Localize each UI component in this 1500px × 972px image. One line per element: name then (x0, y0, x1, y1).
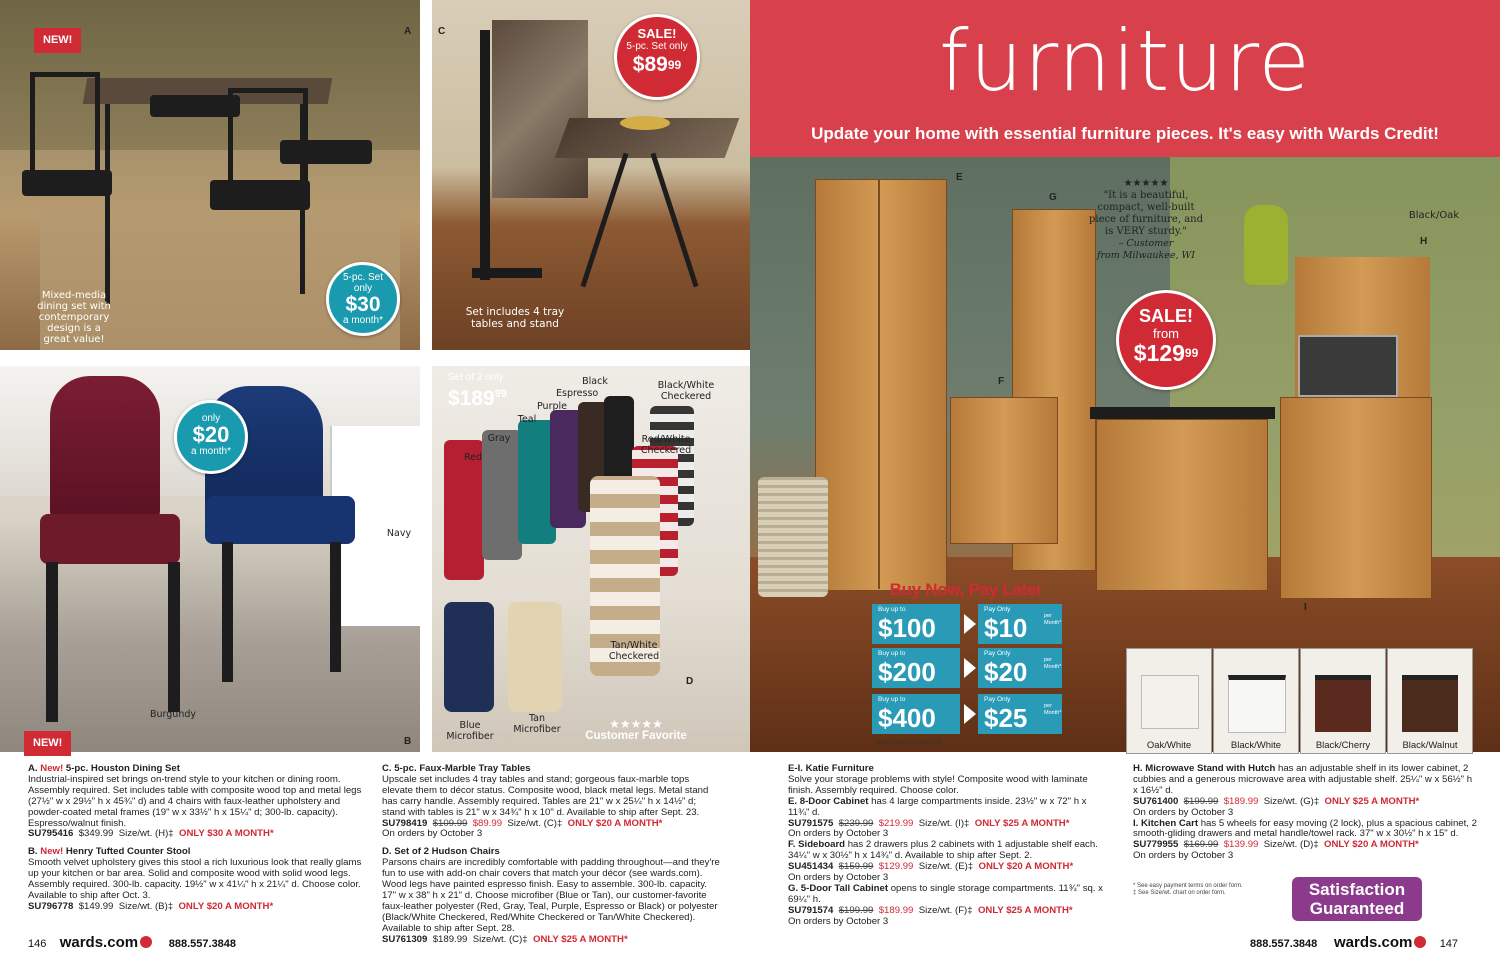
tray-stand (480, 30, 490, 280)
item-letter-d: D (686, 676, 694, 687)
stand-base (472, 268, 542, 278)
sideboard-f (950, 397, 1058, 544)
label-gray: Gray (487, 433, 511, 444)
customer-quote: ★★★★★ "It is a beautiful, compact, well-built piece of furniture, and is VERY sturdy." – Customer from Milwaukee, WI (1089, 178, 1203, 261)
item-letter-h: H (1420, 236, 1428, 247)
chair-seat (150, 95, 240, 117)
rating-stars: ★★★★★ (609, 717, 663, 731)
customer-favorite-badge: ★★★★★ Customer Favorite (568, 718, 704, 742)
footer-left (28, 934, 236, 951)
label-teal: Teal (517, 414, 537, 425)
phone-number: 888.557.3848 (1250, 938, 1318, 950)
product-b: B. New! Henry Tufted Counter Stool Smooth velvet upholstery gives this stool a rich luxurious look that really glams up your kitchen or bar area. Solid and composite wood with solid wood legs. Assembly required. 300-lb. capacity. 19½" w x 41¼" h x 21¼" d. Choose color. Available to ship after Oct. 3. SU796778 $149.99 Size/wt. (B)‡ ONLY $20 A MONTH* (28, 846, 362, 912)
new-flag: NEW! (34, 28, 81, 53)
cabinet-thumbnail (1141, 675, 1199, 729)
tray-table-leg (650, 153, 698, 288)
cabinet-e (815, 179, 947, 591)
label-purple: Purple (536, 401, 567, 412)
chair-gray (482, 430, 522, 560)
chair-tan-microfiber (508, 602, 562, 712)
product-group-katie: E-I. Katie Furniture Solve your storage problems with style! Composite wood with laminate finish. Assembly required. Choose color. E. 8-Door Cabinet has 4 large compartments inside. 23½" w x 72" h x 11¾" d. SU791575 $239.99 $219.99 Size/wt. (I)‡ ONLY $25 A MONTH* On orders by October 3 F. Sideboard has 2 drawers plus 2 cabinets with 1 adjustable shelf each. 34¼" w x 30½" h x 14¾" d. Available to ship after Sept. 2. SU451434 $159.99 $129.99 Size/wt. (E)‡ ONLY $20 A MONTH* On orders by October 3 G. 5-Door Tall Cabinet opens to single storage compartments. 11¾" sq. x 69¼" h. SU791574 $199.99 $189.99 Size/wt. (F)‡ ONLY $25 A MONTH* On orders by October 3 (788, 763, 1103, 927)
cabinet-thumbnail (1228, 675, 1286, 733)
label-burgundy: Burgundy (149, 709, 196, 720)
hutch-base-h (1280, 397, 1432, 599)
label-espresso: Espresso (556, 388, 599, 399)
bnpl-title: Buy Now, Pay Later (889, 580, 1043, 599)
wards-logo-icon (1414, 936, 1426, 948)
sale-badge-tray-tables: SALE! 5-pc. Set only $\$89^{99}$ (614, 14, 700, 100)
basket (758, 477, 828, 597)
page-title: furniture (939, 12, 1311, 110)
sale-badge-katie: SALE! from $\$129^{99}$ (1116, 290, 1216, 390)
chair-back (30, 72, 100, 182)
product-h: H. Microwave Stand with Hutch has an adjustable shelf in its lower cabinet, 2 cubbies and a generous microwave area with adjustable shelf. 25¼" w x 56½" h x 16½" d. SU761400 $199.99 $189.99 Size/wt. (G)‡ ONLY $25 A MONTH* On orders by October 3 I. Kitchen Cart has 5 wheels for easy moving (2 lock), plus a spacious cabinet, 2 smooth-gliding drawers and metal handle/towel rack. 37" w x 30½" h x 15" d. SU779955 $169.99 $139.99 Size/wt. (D)‡ ONLY $20 A MONTH* On orders by October 3 (1133, 763, 1477, 862)
product-c: C. 5-pc. Faux-Marble Tray Tables Upscale set includes 4 tray tables and stand; gorgeous faux-marble tops elevate them to décor status. Composite wood, black metal legs. Metal stand has carry handle. Assembly required. Tables are 21" w x 25¼" h x 14½" d; stand with tables is 21" w x 34¾" h x 10" d. Available to ship after Sept. 23. SU798419 $109.99 $89.99 Size/wt. (C)‡ ONLY $20 A MONTH* On orders by October 3 (382, 763, 709, 840)
new-flag: NEW! (24, 731, 71, 756)
product-d: D. Set of 2 Hudson Chairs Parsons chairs are incredibly comfortable with padding throughout—and they're fun to use with add-on chair covers that match your décor (see wards.com). Wood legs have painted espresso finish. Easy to assemble. 300-lb. capacity. 17" w x 38" h x 21" d. Choose microfiber (Blue or Tan), our customer-favorite faux-leather polyester (Red, Gray, Teal, Purple, Espresso or Black) or polyester (Black/White Checkered, Red/White Checkered or Tan/White Checkered). Available to ship after Sept. 28. SU761309 $189.99 Size/wt. (C)‡ ONLY $25 A MONTH* (382, 846, 720, 945)
label-blue-microfiber: Blue Microfiber (446, 720, 494, 742)
label-black-oak: Black/Oak (1408, 210, 1460, 221)
column-h-i (1133, 764, 1478, 869)
label-black: Black (582, 376, 608, 387)
finish-thumbnail: Black/Walnut (1387, 648, 1473, 754)
bnpl-row: Buy up to $400 Pay Only $25 per Month* (872, 694, 1062, 734)
kitchen-cart-i (1096, 419, 1268, 591)
item-letter-g: G (1049, 192, 1057, 203)
bnpl-row: Buy up to $200 Pay Only $20 per Month* (872, 648, 1062, 688)
bnpl-note: *See terms on order form (874, 740, 942, 746)
finish-thumbnail: Black/Cherry (1300, 648, 1386, 754)
page-number-left: 146 (28, 938, 47, 950)
chair-seat (280, 140, 372, 164)
plate (620, 116, 670, 130)
column-c-d (382, 764, 720, 953)
label-red-white-checkered: Red/White Checkered (640, 434, 692, 456)
rating-stars: ★★★★★ (1123, 178, 1169, 189)
wards-logo-icon (140, 936, 152, 948)
product-a: A. New! 5-pc. Houston Dining Set Industrial-inspired set brings on-trend style to your kitchen or dining room. Assembly required. Set includes table with composite wood top and metal legs (27½" w x 29½" h x 45¾" d) and 4 chairs with faux-leather upholstery and powder-coated metal frames (19" w x 33½" h x 15¼" d; 300-lb. capacity). Espresso/walnut finish. SU795416 $349.99 Size/wt. (H)‡ ONLY $30 A MONTH* (28, 763, 362, 840)
page-number-right: 147 (1439, 938, 1459, 950)
label-navy: Navy (386, 528, 412, 539)
item-letter-a: A (404, 26, 412, 37)
cabinet-thumbnail (1402, 675, 1458, 732)
chair-seat (210, 180, 310, 210)
marble-tray-top (492, 20, 588, 198)
item-letter-f: F (998, 376, 1005, 387)
footer-right (1250, 934, 1458, 951)
door-split (878, 179, 880, 589)
microwave (1298, 335, 1398, 397)
photo-hudson-chairs (432, 366, 750, 752)
apron (1244, 205, 1288, 285)
stool-leg (168, 562, 180, 712)
column-e-g (788, 764, 1110, 935)
burgundy-stool-seat (40, 514, 180, 564)
item-letter-i: I (1304, 602, 1307, 613)
bnpl-row: Buy up to $100 Pay Only $10 per Month* (872, 604, 1062, 644)
arrow-icon (964, 658, 976, 678)
buy-now-pay-later-box (868, 580, 1064, 748)
label-tan-white-checkered: Tan/White Checkered (608, 640, 660, 662)
column-a-b (28, 764, 368, 920)
arrow-icon (964, 704, 976, 724)
item-letter-c: C (438, 26, 446, 37)
satisfaction-guaranteed-badge: Satisfaction Guaranteed (1292, 877, 1422, 921)
dining-set-caption: Mixed-media dining set with contemporary design is a great value! (37, 290, 111, 345)
photo-tray-tables (432, 0, 750, 350)
cabinet-thumbnail (1315, 675, 1371, 732)
stool-leg (330, 542, 341, 672)
page-subtitle: Update your home with essential furniture pieces. It's easy with Wards Credit! (811, 124, 1439, 143)
label-tan-microfiber: Tan Microfiber (513, 713, 561, 735)
cart-top (1090, 407, 1275, 419)
tray-tables-caption: Set includes 4 tray tables and stand (465, 306, 565, 330)
arrow-icon (964, 614, 976, 634)
item-letter-e: E (956, 172, 963, 183)
table-leg (105, 104, 110, 304)
finish-thumbnail: Oak/White (1126, 648, 1212, 754)
site-link[interactable]: wards.com (1333, 934, 1413, 951)
price-badge-stool: only $20 a month* (174, 400, 248, 474)
fine-print: * See easy payment terms on order form. ‡ See Size/wt. chart on order form. (1133, 883, 1243, 896)
price-hudson-chairs: Set of 2 only $\$189^{99}$ (448, 372, 507, 410)
section-header (750, 0, 1500, 157)
phone-number: 888.557.3848 (168, 938, 237, 950)
site-link[interactable]: wards.com (59, 934, 139, 951)
item-letter-b: B (404, 736, 412, 747)
price-badge-dining-set: 5-pc. Set only $30 a month* (326, 262, 400, 336)
navy-stool-seat (205, 496, 355, 544)
chair-seat (22, 170, 112, 196)
stool-leg (222, 542, 233, 682)
stool-leg (46, 562, 58, 722)
finish-thumbnail: Black/White (1213, 648, 1299, 754)
chair-blue-microfiber (444, 602, 494, 712)
label-black-white-checkered: Black/White Checkered (657, 380, 715, 402)
burgundy-stool-back (50, 376, 160, 516)
label-red: Red (463, 452, 483, 463)
